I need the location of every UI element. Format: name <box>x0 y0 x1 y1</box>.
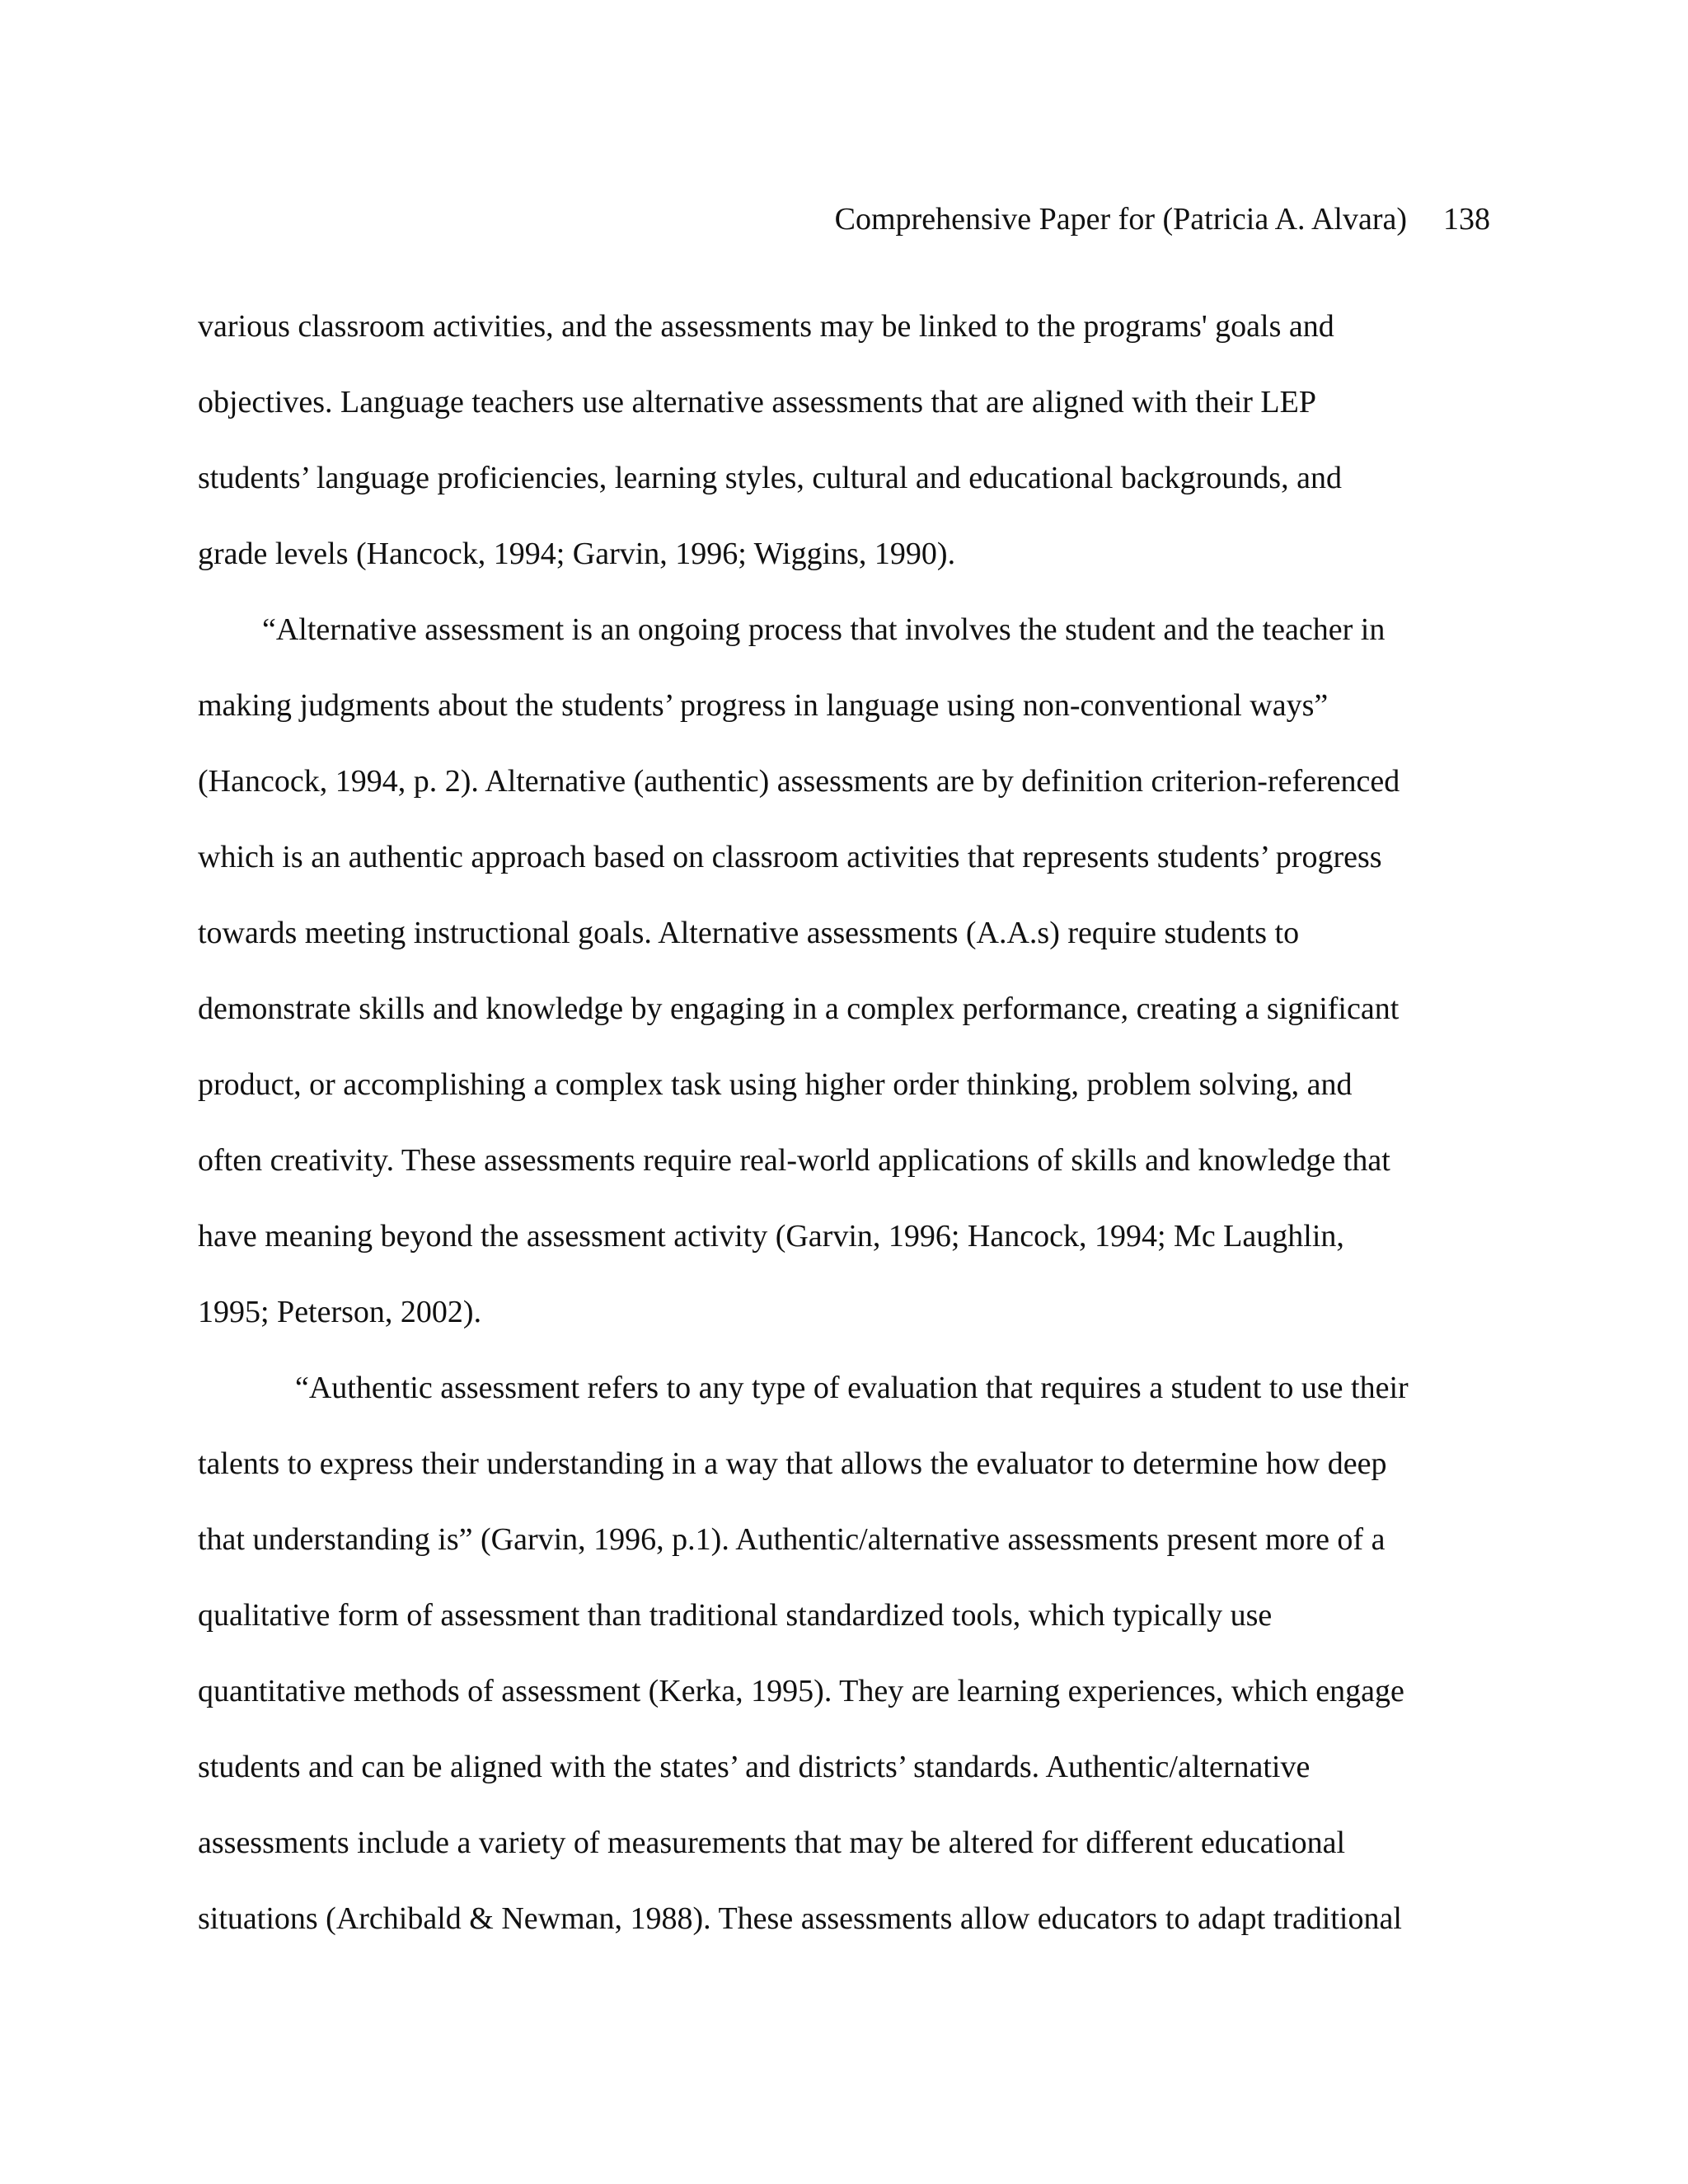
text-line: often creativity. These assessments require real-world applications of skills and knowledge that <box>198 1143 1390 1178</box>
text-line: grade levels (Hancock, 1994; Garvin, 1996; Wiggins, 1990). <box>198 537 956 571</box>
text-line: assessments include a variety of measurements that may be altered for different educational <box>198 1825 1346 1860</box>
text-line: demonstrate skills and knowledge by engaging in a complex performance, creating a significant <box>198 991 1400 1026</box>
running-head <box>835 196 1490 242</box>
text-line: objectives. Language teachers use alternative assessments that are aligned with their LEP <box>198 385 1316 419</box>
text-line: product, or accomplishing a complex task using higher order thinking, problem solving, and <box>198 1067 1353 1102</box>
text-line: towards meeting instructional goals. Alternative assessments (A.A.s) require students to <box>198 916 1300 950</box>
text-line: which is an authentic approach based on classroom activities that represents students’ progress <box>198 840 1382 874</box>
paragraph-first-line: “Authentic assessment refers to any type of evaluation that requires a student to use their <box>295 1371 1409 1405</box>
text-line: talents to express their understanding in a way that allows the evaluator to determine how deep <box>198 1446 1387 1481</box>
body-text <box>198 288 1500 1957</box>
text-line: situations (Archibald & Newman, 1988). These assessments allow educators to adapt traditional <box>198 1901 1402 1936</box>
text-line: students’ language proficiencies, learning styles, cultural and educational backgrounds, and <box>198 461 1342 495</box>
text-line: various classroom activities, and the assessments may be linked to the programs' goals and <box>198 309 1334 344</box>
text-line: 1995; Peterson, 2002). <box>198 1295 482 1329</box>
text-line: that understanding is” (Garvin, 1996, p.1). Authentic/alternative assessments present more of a <box>198 1522 1386 1557</box>
text-line: quantitative methods of assessment (Kerka, 1995). They are learning experiences, which engage <box>198 1674 1404 1708</box>
text-line: (Hancock, 1994, p. 2). Alternative (authentic) assessments are by definition criterion-referenced <box>198 764 1400 799</box>
text-line: students and can be aligned with the states’ and districts’ standards. Authentic/alternative <box>198 1750 1311 1784</box>
text-line: qualitative form of assessment than traditional standardized tools, which typically use <box>198 1598 1273 1633</box>
text-line: making judgments about the students’ progress in language using non-conventional ways” <box>198 688 1329 723</box>
text-line: have meaning beyond the assessment activity (Garvin, 1996; Hancock, 1994; Mc Laughlin, <box>198 1219 1344 1254</box>
running-head-title: Comprehensive Paper for (Patricia A. Alvara) <box>834 202 1407 237</box>
paragraph-first-line: “Alternative assessment is an ongoing process that involves the student and the teacher in <box>262 612 1386 647</box>
page-number: 138 <box>1443 202 1490 237</box>
